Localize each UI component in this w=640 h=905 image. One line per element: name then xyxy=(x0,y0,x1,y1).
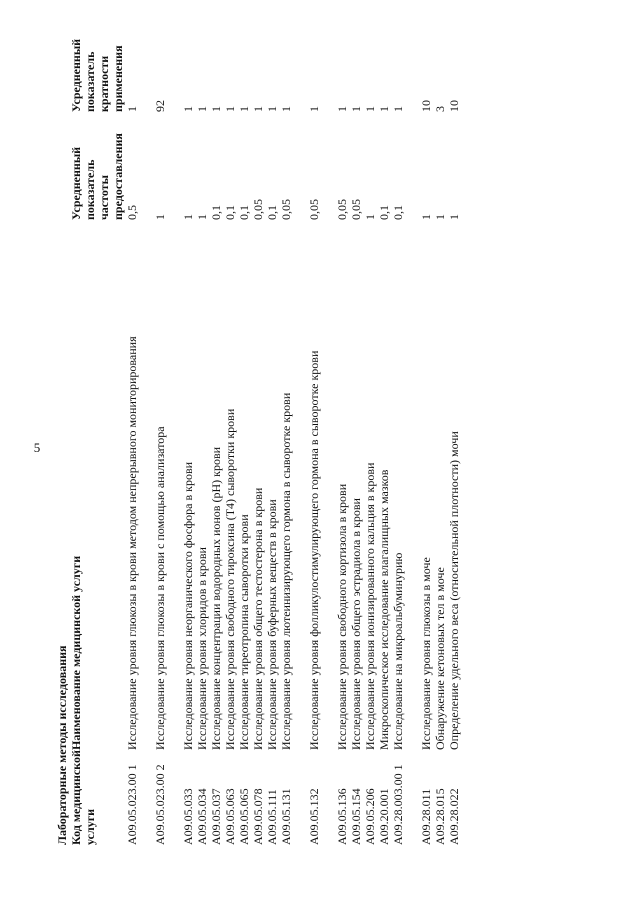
cell-name: Исследование на микроальбуминурию xyxy=(391,552,405,750)
cell-frequency: 0,1 xyxy=(377,205,391,220)
row-spacer xyxy=(139,15,153,845)
rotated-table-block xyxy=(55,15,595,845)
cell-name: Обнаружение кетоновых тел в моче xyxy=(433,567,447,750)
cell-frequency: 1 xyxy=(433,214,447,220)
table-row xyxy=(307,15,321,845)
table-row xyxy=(223,15,237,845)
cell-frequency: 0,05 xyxy=(335,199,349,220)
cell-name: Исследование уровня неорганического фосфора в крови xyxy=(181,461,195,750)
cell-multiplicity: 1 xyxy=(349,106,363,112)
cell-multiplicity: 1 xyxy=(265,106,279,112)
cell-name: Исследование уровня глюкозы в крови методом непрерывного мониторирования xyxy=(125,336,139,750)
cell-frequency: 0,05 xyxy=(279,199,293,220)
cell-multiplicity: 1 xyxy=(181,106,195,112)
cell-code: A09.05.033 xyxy=(181,788,195,845)
cell-multiplicity: 1 xyxy=(335,106,349,112)
cell-multiplicity: 92 xyxy=(153,100,167,112)
cell-multiplicity: 1 xyxy=(279,106,293,112)
cell-frequency: 0,5 xyxy=(125,205,139,220)
cell-name: Исследование уровня глюкозы в крови с помощью анализатора xyxy=(153,426,167,750)
cell-name: Исследование уровня лютеинизирующего гормона в сыворотке крови xyxy=(279,392,293,750)
cell-frequency: 0,1 xyxy=(223,205,237,220)
cell-code: A09.28.011 xyxy=(419,788,433,845)
cell-multiplicity: 1 xyxy=(125,106,139,112)
section-title: Лабораторные методы исследования xyxy=(55,645,69,845)
cell-code: A09.28.015 xyxy=(433,788,447,845)
cell-multiplicity: 1 xyxy=(377,106,391,112)
cell-multiplicity: 1 xyxy=(223,106,237,112)
cell-code: A09.05.023.00 1 xyxy=(125,764,139,845)
row-spacer xyxy=(321,15,335,845)
cell-multiplicity: 10 xyxy=(447,100,461,112)
page-number: 5 xyxy=(33,440,41,455)
cell-frequency: 0,1 xyxy=(391,205,405,220)
cell-multiplicity: 1 xyxy=(237,106,251,112)
cell-code: A09.05.023.00 2 xyxy=(153,764,167,845)
cell-frequency: 0,1 xyxy=(237,205,251,220)
table-row xyxy=(433,15,447,845)
cell-frequency: 1 xyxy=(419,214,433,220)
cell-multiplicity: 10 xyxy=(419,100,433,112)
row-spacer xyxy=(167,15,181,845)
cell-name: Исследование уровня общего тестостерона в крови xyxy=(251,487,265,750)
table-row xyxy=(349,15,363,845)
table-row xyxy=(447,15,461,845)
cell-name: Исследование уровня глюкозы в моче xyxy=(419,557,433,750)
cell-code: A09.28.022 xyxy=(447,788,461,845)
cell-frequency: 0,05 xyxy=(349,199,363,220)
services-table xyxy=(69,15,461,845)
cell-name: Исследование уровня ионизированного кальция в крови xyxy=(363,462,377,750)
table-row xyxy=(363,15,377,845)
cell-code: A09.05.131 xyxy=(279,788,293,845)
cell-code: A09.05.132 xyxy=(307,788,321,845)
table-row xyxy=(419,15,433,845)
cell-name: Исследование уровня свободного тироксина (T4) сыворотки крови xyxy=(223,408,237,750)
cell-frequency: 1 xyxy=(181,214,195,220)
cell-multiplicity: 1 xyxy=(363,106,377,112)
table-body xyxy=(125,15,461,845)
cell-multiplicity: 1 xyxy=(251,106,265,112)
header-multiplicity: Усредненный показатель кратности применения xyxy=(69,38,125,112)
cell-name: Исследование уровня общего эстрадиола в крови xyxy=(349,498,363,750)
cell-code: A09.05.063 xyxy=(223,788,237,845)
cell-code: A09.05.154 xyxy=(349,788,363,845)
table-row xyxy=(391,15,405,845)
cell-name: Исследование уровня свободного кортизола в крови xyxy=(335,483,349,750)
row-spacer xyxy=(405,15,419,845)
cell-multiplicity: 1 xyxy=(195,106,209,112)
cell-frequency: 1 xyxy=(447,214,461,220)
cell-code: A09.05.136 xyxy=(335,788,349,845)
header-name: Наименование медицинской услуги xyxy=(69,555,83,750)
cell-multiplicity: 1 xyxy=(307,106,321,112)
cell-code: A09.05.037 xyxy=(209,788,223,845)
cell-name: Исследование уровня хлоридов в крови xyxy=(195,547,209,750)
cell-frequency: 0,1 xyxy=(265,205,279,220)
table-row xyxy=(125,15,139,845)
cell-frequency: 0,1 xyxy=(209,205,223,220)
row-spacer xyxy=(293,15,307,845)
cell-multiplicity: 1 xyxy=(391,106,405,112)
cell-frequency: 1 xyxy=(153,214,167,220)
cell-code: A09.20.001 xyxy=(377,788,391,845)
table-row xyxy=(377,15,391,845)
cell-frequency: 1 xyxy=(363,214,377,220)
cell-code: A09.05.206 xyxy=(363,788,377,845)
table-row xyxy=(209,15,223,845)
cell-name: Определение удельного веса (относительной плотности) мочи xyxy=(447,431,461,750)
cell-multiplicity: 3 xyxy=(433,106,447,112)
cell-name: Микроскопическое исследование влагалищных мазков xyxy=(377,469,391,750)
table-row xyxy=(153,15,167,845)
cell-frequency: 1 xyxy=(195,214,209,220)
table-row xyxy=(279,15,293,845)
table-row xyxy=(181,15,195,845)
cell-code: A09.05.034 xyxy=(195,788,209,845)
table-row xyxy=(195,15,209,845)
cell-name: Исследование уровня фолликулостимулирующего гормона в сыворотке крови xyxy=(307,350,321,750)
cell-code: A09.05.065 xyxy=(237,788,251,845)
cell-code: A09.28.003.00 1 xyxy=(391,764,405,845)
cell-name: Исследование тиреотропина сыворотки крови xyxy=(237,514,251,750)
header-code: Код медицинской услуги xyxy=(69,750,97,845)
cell-code: A09.05.078 xyxy=(251,788,265,845)
cell-code: A09.05.111 xyxy=(265,789,279,845)
table-row xyxy=(265,15,279,845)
table-row xyxy=(251,15,265,845)
cell-frequency: 0,05 xyxy=(251,199,265,220)
cell-multiplicity: 1 xyxy=(209,106,223,112)
cell-frequency: 0,05 xyxy=(307,199,321,220)
table-row xyxy=(237,15,251,845)
table-header-row xyxy=(69,15,125,845)
cell-name: Исследование концентрации водородных ионов (pH) крови xyxy=(209,446,223,750)
table-row xyxy=(335,15,349,845)
cell-name: Исследование уровня буферных веществ в крови xyxy=(265,499,279,750)
header-frequency: Усредненный показатель частоты предоставления xyxy=(69,133,125,220)
